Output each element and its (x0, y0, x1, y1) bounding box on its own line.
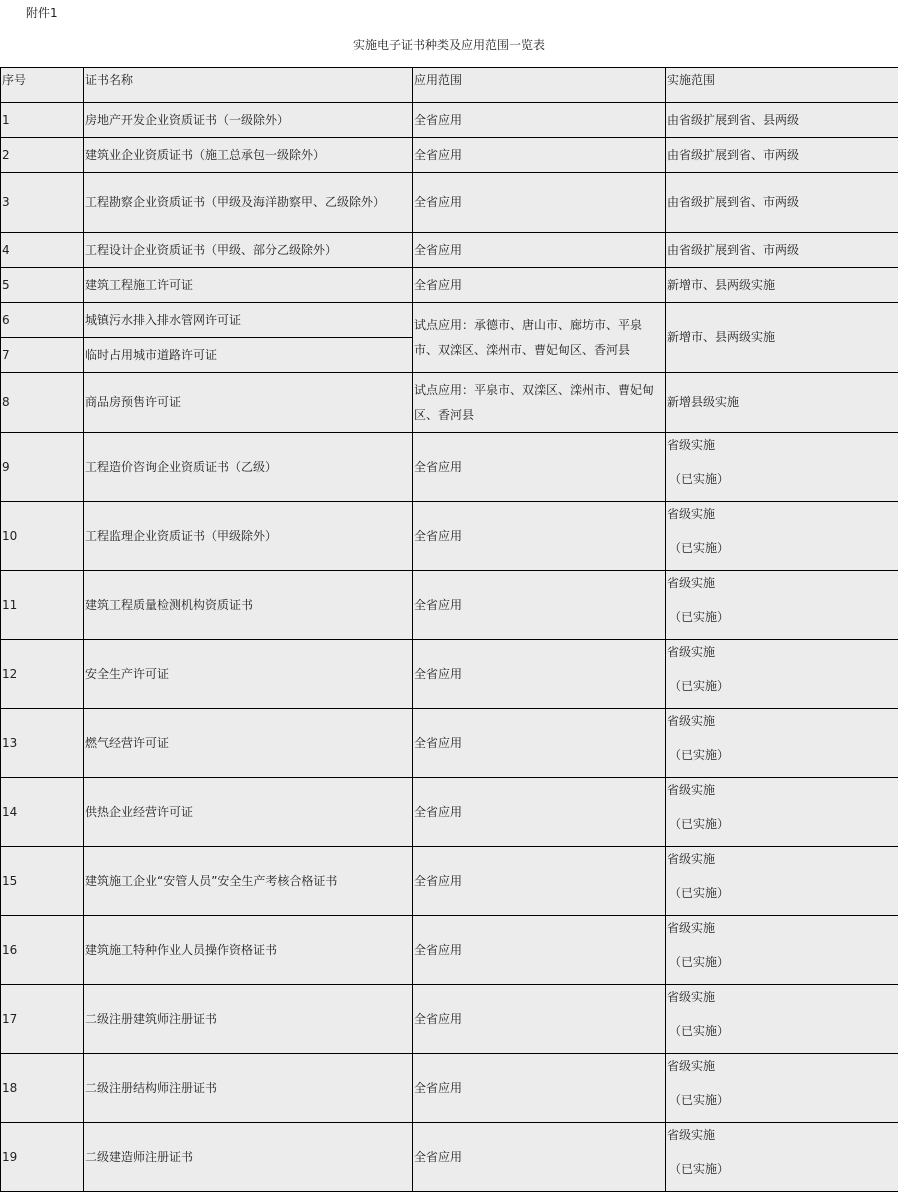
row-no: 18 (1, 1054, 84, 1123)
header-name: 证书名称 (84, 68, 413, 103)
row-app: 全省应用 (413, 1123, 666, 1192)
row-app: 全省应用 (413, 103, 666, 138)
impl-level: 省级实施 (667, 1128, 716, 1142)
table-row (1, 173, 898, 233)
row-impl (666, 640, 898, 709)
document-title: 实施电子证书种类及应用范围一览表 (352, 38, 545, 52)
row-app: 全省应用 (413, 173, 666, 233)
row-name: 安全生产许可证 (84, 640, 413, 709)
row-impl (666, 916, 898, 985)
table-row (1, 268, 898, 303)
impl-status: （已实施） (669, 679, 730, 693)
row-no: 2 (1, 138, 84, 173)
table-row (1, 433, 898, 502)
row-name: 临时占用城市道路许可证 (84, 338, 413, 373)
row-no: 3 (1, 173, 84, 233)
impl-status: （已实施） (669, 817, 730, 831)
row-no: 8 (1, 373, 84, 433)
row-impl (666, 502, 898, 571)
row-no: 5 (1, 268, 84, 303)
table-row (1, 138, 898, 173)
impl-level: 省级实施 (667, 852, 716, 866)
attachment-label: 附件1 (26, 6, 58, 20)
row-impl: 由省级扩展到省、市两级 (666, 233, 898, 268)
row-no: 15 (1, 847, 84, 916)
row-no: 16 (1, 916, 84, 985)
row-impl (666, 985, 898, 1054)
impl-level: 省级实施 (667, 438, 716, 452)
row-no: 9 (1, 433, 84, 502)
row-app: 全省应用 (413, 138, 666, 173)
table-row (1, 303, 898, 338)
row-name: 建筑工程施工许可证 (84, 268, 413, 303)
row-impl: 新增市、县两级实施 (666, 303, 898, 373)
row-impl (666, 709, 898, 778)
row-impl (666, 571, 898, 640)
impl-level: 省级实施 (667, 921, 716, 935)
impl-level: 省级实施 (667, 1059, 716, 1073)
table-row (1, 778, 898, 847)
header-no: 序号 (1, 68, 84, 103)
row-name: 建筑施工企业“安管人员”安全生产考核合格证书 (84, 847, 413, 916)
row-app: 全省应用 (413, 847, 666, 916)
table-row (1, 571, 898, 640)
row-app: 试点应用：平泉市、双滦区、滦州市、曹妃甸区、香河县 (413, 373, 666, 433)
table-row (1, 502, 898, 571)
row-impl (666, 778, 898, 847)
table-row (1, 1054, 898, 1123)
impl-status: （已实施） (669, 1162, 730, 1176)
row-app: 全省应用 (413, 233, 666, 268)
table-row (1, 916, 898, 985)
impl-status: （已实施） (669, 955, 730, 969)
impl-status: （已实施） (669, 748, 730, 762)
row-name: 二级注册建筑师注册证书 (84, 985, 413, 1054)
row-name: 燃气经营许可证 (84, 709, 413, 778)
row-impl (666, 847, 898, 916)
row-app: 全省应用 (413, 640, 666, 709)
row-name: 二级建造师注册证书 (84, 1123, 413, 1192)
row-no: 10 (1, 502, 84, 571)
impl-level: 省级实施 (667, 990, 716, 1004)
row-no: 12 (1, 640, 84, 709)
row-name: 工程造价咨询企业资质证书（乙级） (84, 433, 413, 502)
table-header-row (1, 68, 898, 103)
row-no: 11 (1, 571, 84, 640)
row-app: 全省应用 (413, 268, 666, 303)
row-name: 工程勘察企业资质证书（甲级及海洋勘察甲、乙级除外） (84, 173, 413, 233)
row-name: 工程监理企业资质证书（甲级除外） (84, 502, 413, 571)
row-app: 全省应用 (413, 778, 666, 847)
row-name: 建筑业企业资质证书（施工总承包一级除外） (84, 138, 413, 173)
row-name: 二级注册结构师注册证书 (84, 1054, 413, 1123)
header-app-scope: 应用范围 (413, 68, 666, 103)
row-impl (666, 433, 898, 502)
row-no: 4 (1, 233, 84, 268)
row-app: 全省应用 (413, 916, 666, 985)
row-app: 全省应用 (413, 1054, 666, 1123)
row-impl (666, 1054, 898, 1123)
row-no: 13 (1, 709, 84, 778)
impl-level: 省级实施 (667, 714, 716, 728)
row-impl: 由省级扩展到省、市两级 (666, 138, 898, 173)
row-name: 供热企业经营许可证 (84, 778, 413, 847)
impl-level: 省级实施 (667, 576, 716, 590)
row-name: 建筑工程质量检测机构资质证书 (84, 571, 413, 640)
impl-status: （已实施） (669, 541, 730, 555)
row-impl: 新增市、县两级实施 (666, 268, 898, 303)
table-row (1, 640, 898, 709)
row-impl (666, 1123, 898, 1192)
impl-level: 省级实施 (667, 645, 716, 659)
row-app: 全省应用 (413, 985, 666, 1054)
row-name: 房地产开发企业资质证书（一级除外） (84, 103, 413, 138)
table-row (1, 103, 898, 138)
impl-status: （已实施） (669, 1093, 730, 1107)
impl-status: （已实施） (669, 472, 730, 486)
row-app: 全省应用 (413, 502, 666, 571)
certificate-table (0, 67, 898, 1192)
impl-level: 省级实施 (667, 507, 716, 521)
table-row (1, 985, 898, 1054)
table-row (1, 233, 898, 268)
row-name: 工程设计企业资质证书（甲级、部分乙级除外） (84, 233, 413, 268)
row-impl: 新增县级实施 (666, 373, 898, 433)
impl-level: 省级实施 (667, 783, 716, 797)
row-no: 19 (1, 1123, 84, 1192)
row-name: 商品房预售许可证 (84, 373, 413, 433)
row-impl: 由省级扩展到省、市两级 (666, 173, 898, 233)
table-row (1, 847, 898, 916)
row-no: 7 (1, 338, 84, 373)
row-app: 试点应用：承德市、唐山市、廊坊市、平泉市、双滦区、滦州市、曹妃甸区、香河县 (413, 303, 666, 373)
row-no: 1 (1, 103, 84, 138)
header-impl-scope: 实施范围 (666, 68, 898, 103)
row-app: 全省应用 (413, 433, 666, 502)
table-row (1, 709, 898, 778)
row-name: 建筑施工特种作业人员操作资格证书 (84, 916, 413, 985)
row-impl: 由省级扩展到省、县两级 (666, 103, 898, 138)
impl-status: （已实施） (669, 610, 730, 624)
row-no: 14 (1, 778, 84, 847)
row-app: 全省应用 (413, 709, 666, 778)
row-no: 17 (1, 985, 84, 1054)
row-no: 6 (1, 303, 84, 338)
row-app: 全省应用 (413, 571, 666, 640)
row-name: 城镇污水排入排水管网许可证 (84, 303, 413, 338)
impl-status: （已实施） (669, 1024, 730, 1038)
table-row (1, 373, 898, 433)
impl-status: （已实施） (669, 886, 730, 900)
table-row (1, 1123, 898, 1192)
